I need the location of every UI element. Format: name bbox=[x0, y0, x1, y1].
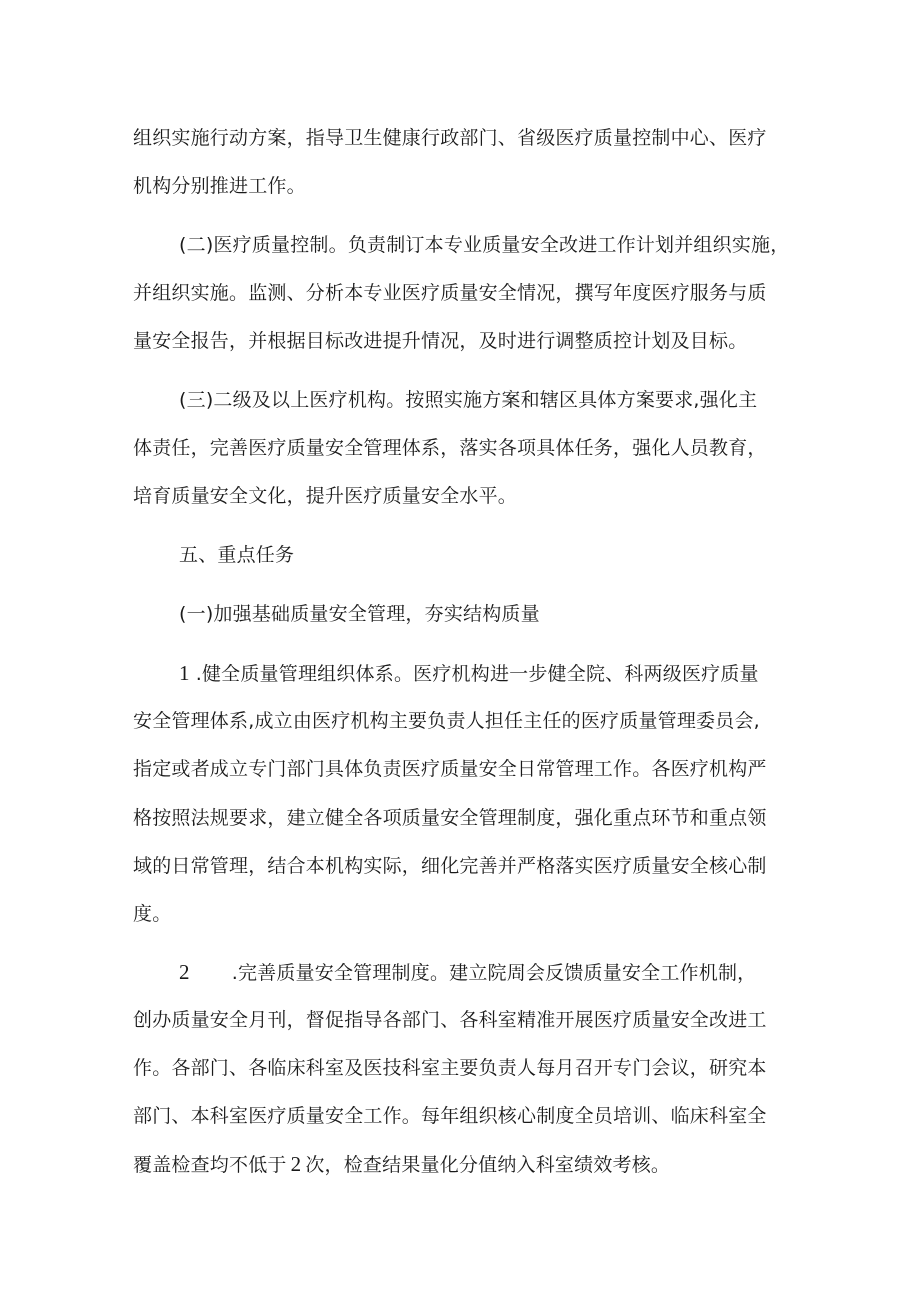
item-2-last-prefix: 覆盖检查均不低于 bbox=[133, 1154, 287, 1176]
item-2-line-2: 创办质量安全月刊，督促指导各部门、各科室精准开展医疗质量安全改进工 bbox=[133, 1009, 767, 1031]
item-1-line-5: 域的日常管理，结合本机构实际，细化完善并严格落实医疗质量安全核心制 bbox=[133, 855, 767, 877]
item-1-number: 1 bbox=[179, 661, 190, 685]
paragraph-3-line-1: (三)二级及以上医疗机构。按照实施方案和辖区具体方案要求,强化主 bbox=[179, 389, 758, 411]
item-2-line-5 bbox=[133, 1152, 670, 1177]
paragraph-3-line-3: 培育质量安全文化，提升医疗质量安全水平。 bbox=[133, 485, 518, 507]
paragraph-1-line-1: 组织实施行动方案，指导卫生健康行政部门、省级医疗质量控制中心、医疗 bbox=[133, 127, 767, 149]
paragraph-3-line-2: 体责任，完善医疗质量安全管理体系，落实各项具体任务，强化人员教育， bbox=[133, 437, 767, 459]
paragraph-1-line-2: 机构分别推进工作。 bbox=[133, 175, 306, 197]
item-1-line-4: 格按照法规要求，建立健全各项质量安全管理制度，强化重点环节和重点领 bbox=[133, 807, 767, 829]
paragraph-2-line-2: 并组织实施。监测、分析本专业医疗质量安全情况，撰写年度医疗服务与质 bbox=[133, 282, 767, 304]
sub-heading: (一)加强基础质量安全管理，夯实结构质量 bbox=[179, 603, 540, 625]
item-1-line-2: 安全管理体系,成立由医疗机构主要负责人担任主任的医疗质量管理委员会, bbox=[133, 710, 760, 732]
item-1-line-1 bbox=[179, 661, 759, 686]
item-2-last-suffix: 次，检查结果量化分值纳入科室绩效考核。 bbox=[305, 1154, 671, 1176]
item-1-text: .健全质量管理组织体系。医疗机构进一步健全院、科两级医疗质量 bbox=[195, 663, 759, 685]
item-2-number: 2 bbox=[179, 960, 190, 984]
paragraph-2-line-3: 量安全报告，并根据目标改进提升情况，及时进行调整质控计划及目标。 bbox=[133, 330, 748, 352]
item-1-line-3: 指定或者成立专门部门具体负责医疗质量安全日常管理工作。各医疗机构严 bbox=[133, 758, 767, 780]
item-2-text: .完善质量安全管理制度。建立院周会反馈质量安全工作机制， bbox=[231, 962, 757, 984]
item-1-line-6: 度。 bbox=[133, 903, 172, 925]
paragraph-2-line-1: (二)医疗质量控制。负责制订本专业质量安全改进工作计划并组织实施， bbox=[179, 234, 790, 256]
section-heading: 五、重点任务 bbox=[179, 544, 295, 566]
item-2-line-1 bbox=[179, 960, 756, 985]
item-2-last-number: 2 bbox=[290, 1152, 302, 1176]
item-2-line-4: 部门、本科室医疗质量安全工作。每年组织核心制度全员培训、临床科室全 bbox=[133, 1105, 767, 1127]
item-2-line-3: 作。各部门、各临床科室及医技科室主要负责人每月召开专门会议，研究本 bbox=[133, 1057, 767, 1079]
